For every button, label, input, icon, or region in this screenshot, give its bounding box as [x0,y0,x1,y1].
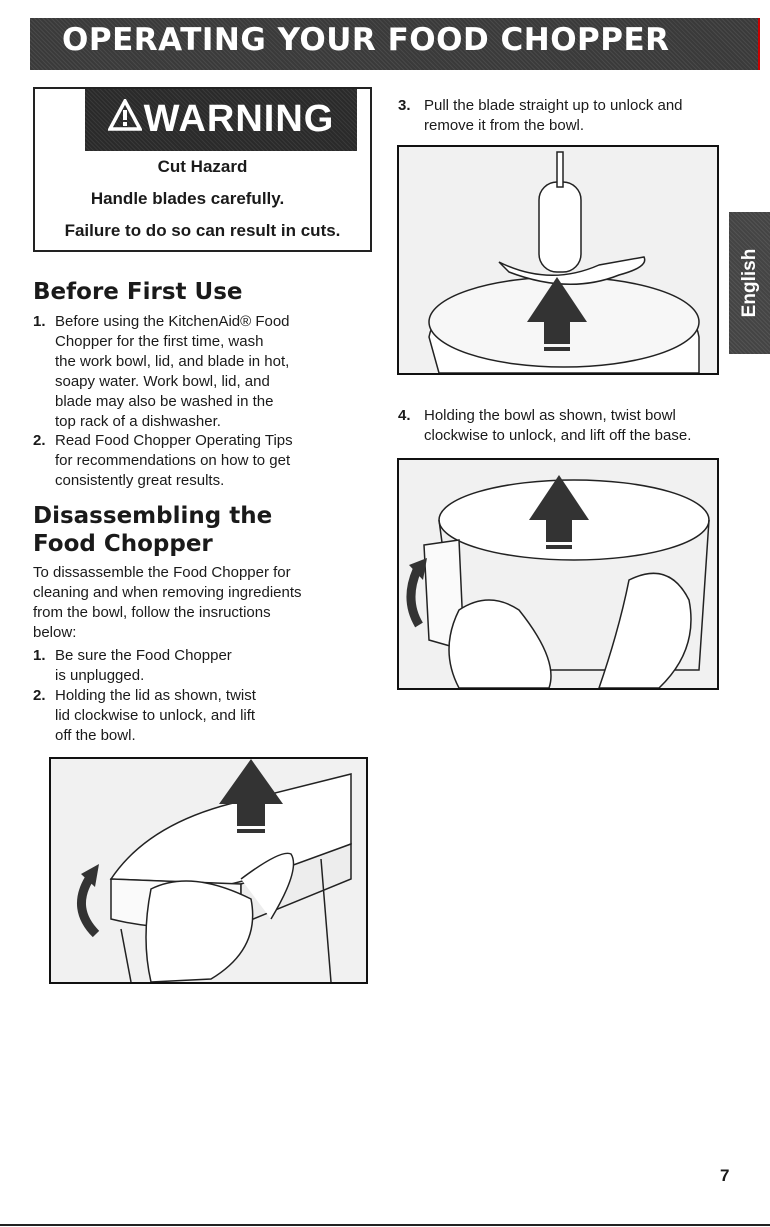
section-heading-before-first-use: Before First Use [33,279,243,305]
lid-removal-illustration [51,759,366,982]
bottom-rule [0,1224,770,1226]
list-item: 1. Before using the KitchenAid® Food Chopper for the first time, wash the work bowl, lid, and blade in hot, soapy water. Work bowl, lid, and blade may also be washed in the top rack of a dishwasher. [33,313,290,430]
list-item: 1. Be sure the Food Chopper is unplugged. [33,647,232,684]
list-item: 2. Holding the lid as shown, twist lid clockwise to unlock, and lift off the bowl. [33,687,256,744]
page-number: 7 [720,1166,730,1185]
page-header-banner [30,18,760,70]
figure-remove-lid [49,757,368,984]
section-heading-disassembling: Disassembling the [33,503,273,529]
warning-header [85,89,357,151]
language-tab [729,212,770,354]
list-item: 2. Read Food Chopper Operating Tips for recommendations on how to get consistently great results. [33,432,293,489]
intro-paragraph: To dissassemble the Food Chopper for cleaning and when removing ingredients from the bowl, follow the insructions below: [33,564,302,641]
page-title: OPERATING YOUR FOOD CHOPPER [62,22,670,58]
warning-triangle-icon [108,98,142,141]
figure-remove-blade [397,145,719,375]
section-heading-disassembling-line2: Food Chopper [33,531,213,557]
bowl-removal-illustration [399,460,717,688]
warning-title: WARNING [143,98,335,140]
list-item: 4. Holding the bowl as shown, twist bowl clockwise to unlock, and lift off the base. [398,407,692,444]
warning-consequence: Failure to do so can result in cuts. [64,221,341,240]
language-tab-label: English [738,248,760,318]
warning-instruction: Handle blades carefully. [90,189,285,208]
warning-box [33,87,372,252]
figure-remove-bowl [397,458,719,690]
banner-edge [758,18,760,70]
blade-removal-illustration [399,147,717,373]
warning-hazard: Cut Hazard [157,157,248,176]
list-item: 3. Pull the blade straight up to unlock and remove it from the bowl. [398,97,683,134]
